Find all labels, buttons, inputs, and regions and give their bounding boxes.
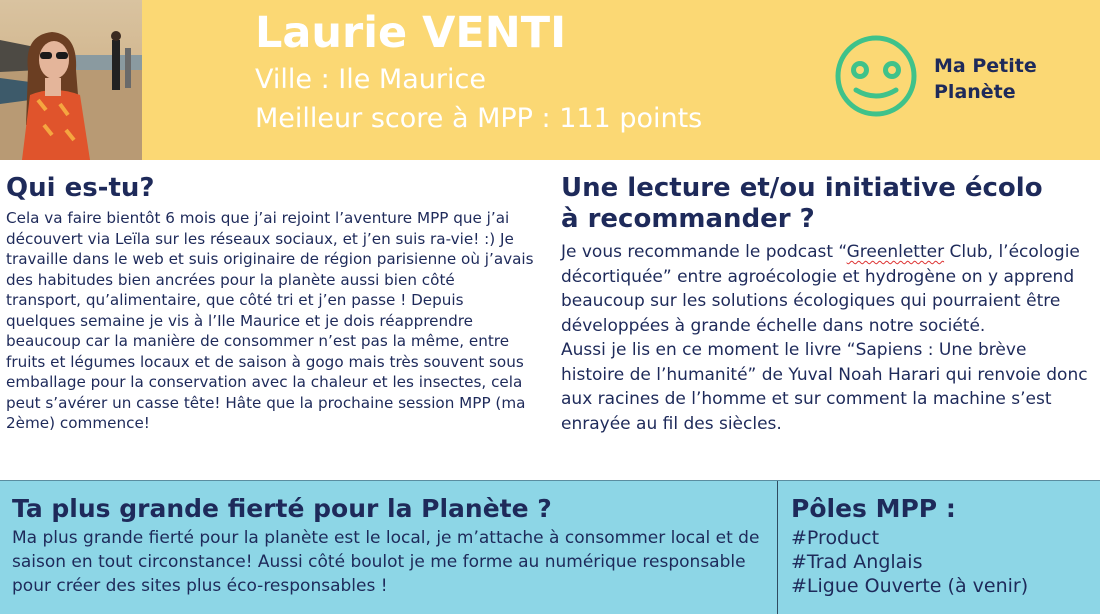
pole-item: #Ligue Ouverte (à venir) xyxy=(791,575,1029,597)
lecture-p1-after: Club, l’écologie décortiquée” entre agroécologie et hydrogène on y apprend beaucoup sur les solutions écologiques qui pourraient être développées à grande échelle dans notre société. xyxy=(561,242,1080,336)
lecture-title-line2: à recommander ? xyxy=(561,204,815,234)
profile-score: Meilleur score à MPP : 111 points xyxy=(255,103,703,134)
lecture-title-line1: Une lecture et/ou initiative écolo xyxy=(561,173,1043,203)
lecture-paragraph-2: Aussi je lis en ce moment le livre “Sapiens : Une brève histoire de l’humanité” de Yuval Noah Harari qui renvoie donc aux racines de l’homme et sur comment la machine s’est enrayée au fil des siècles. xyxy=(561,340,1088,434)
profile-header xyxy=(0,0,1100,160)
logo-text-line2: Planète xyxy=(934,81,1016,103)
mpp-logo-icon xyxy=(834,34,918,118)
profile-photo xyxy=(0,0,142,160)
pole-item: #Trad Anglais xyxy=(791,551,923,573)
fierte-title: Ta plus grande fierté pour la Planète ? xyxy=(12,494,552,523)
pole-item: #Product xyxy=(791,527,880,549)
profile-photo-image xyxy=(0,0,142,160)
bottom-panel xyxy=(0,480,1100,614)
qui-text: Cela va faire bientôt 6 mois que j’ai rejoint l’aventure MPP que j’ai découvert via Leïla sur les réseaux sociaux, et j’en suis ra-vie! :) Je travaille dans le web et suis originaire de région parisienne où j’avais des habitudes bien ancrées pour la planète aussi bien côté transport, qu’alimentaire, que côté tri et j’en passe ! Depuis quelques semaine je vis à l’Ile Maurice et je dois réapprendre beaucoup car la manière de consommer n’est pas la même, entre fruits et légumes locaux et de saison à gogo mais très souvent sous emballage pour la conservation avec la chaleur et les insectes, cela peut s’avérer un casse tête! Hâte que la prochaine session MPP (ma 2ème) commence! xyxy=(6,209,534,432)
lecture-text xyxy=(561,240,1091,436)
fierte-panel xyxy=(0,481,778,614)
logo-text-line1: Ma Petite xyxy=(934,55,1037,77)
lecture-title xyxy=(561,173,1081,235)
lecture-paragraph-1 xyxy=(561,240,1091,338)
spellcheck-word: Greenletter xyxy=(846,242,945,262)
qui-title: Qui es-tu? xyxy=(6,173,155,203)
fierte-text: Ma plus grande fierté pour la planète est le local, je m’attache à consommer local et de saison en tout circonstance! Aussi côté boulot je me forme au numérique responsable pour créer des sites plus éco-responsables ! xyxy=(12,528,760,596)
logo-text xyxy=(934,53,1037,105)
poles-list xyxy=(791,526,1028,598)
lecture-p1-before: Je vous recommande le podcast “ xyxy=(561,242,847,262)
profile-city: Ville : Ile Maurice xyxy=(255,64,486,95)
poles-title: Pôles MPP : xyxy=(791,494,956,523)
profile-name: Laurie VENTI xyxy=(255,8,567,58)
